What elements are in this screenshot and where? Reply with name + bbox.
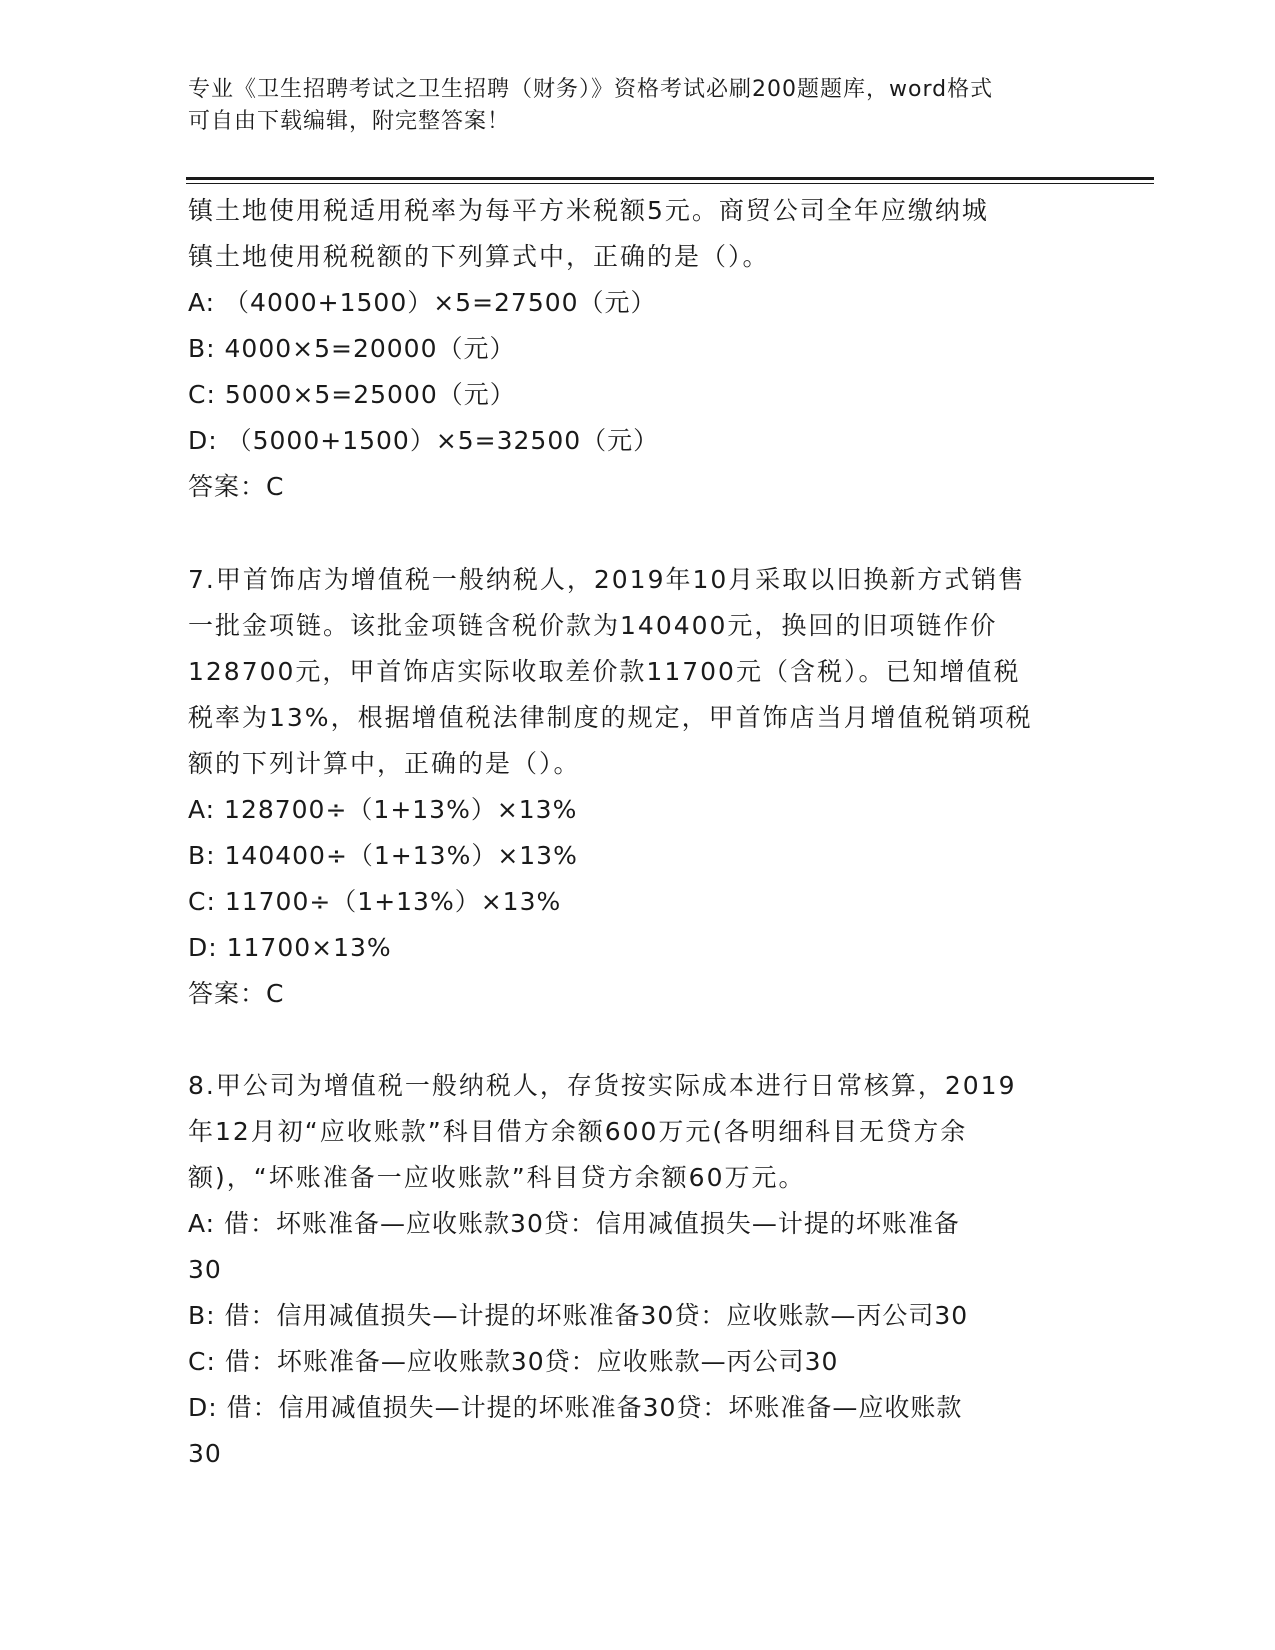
question-stem-line: 额的下列计算中，正确的是（）。	[188, 749, 581, 778]
answer: 答案：C	[188, 472, 285, 501]
document-header	[188, 74, 1068, 138]
header-line-1: 专业《卫生招聘考试之卫生招聘（财务）》资格考试必刷200题题库，word格式	[188, 77, 994, 102]
question-stem-line: 镇土地使用税适用税率为每平方米税额5元。商贸公司全年应缴纳城	[188, 196, 989, 225]
question-stem-line: 镇土地使用税税额的下列算式中，正确的是（）。	[188, 242, 770, 271]
spacer	[188, 1017, 1088, 1063]
option-c: C: 11700÷（1+13%）×13%	[188, 887, 562, 916]
question-stem-line: 年12月初“应收账款”科目借方余额600万元(各明细科目无贷方余	[188, 1117, 968, 1146]
header-divider-thin	[186, 183, 1154, 184]
question-stem-line: 税率为13%，根据增值税法律制度的规定，甲首饰店当月增值税销项税	[188, 703, 1033, 732]
question-6	[188, 188, 1088, 510]
option-d: D: 11700×13%	[188, 933, 392, 962]
option-b: B: 借：信用减值损失—计提的坏账准备30贷：应收账款—丙公司30	[188, 1301, 969, 1330]
option-a-continued: 30	[188, 1255, 222, 1284]
question-7	[188, 557, 1088, 1017]
option-d-continued: 30	[188, 1439, 222, 1468]
option-d: D: 借：信用减值损失—计提的坏账准备30贷：坏账准备—应收账款	[188, 1393, 963, 1422]
question-stem-line: 128700元，甲首饰店实际收取差价款11700元（含税）。已知增值税	[188, 657, 1021, 686]
option-b: B: 4000×5=20000（元）	[188, 334, 516, 363]
answer: 答案：C	[188, 979, 285, 1008]
header-divider-thick	[186, 177, 1154, 180]
spacer	[188, 510, 1088, 557]
question-stem-line: 额)，“坏账准备一应收账款”科目贷方余额60万元。	[188, 1163, 806, 1192]
option-a: A: 借：坏账准备—应收账款30贷：信用减值损失—计提的坏账准备	[188, 1209, 960, 1238]
question-stem-line: 8.甲公司为增值税一般纳税人，存货按实际成本进行日常核算，2019	[188, 1071, 1017, 1100]
question-stem-line: 7.甲首饰店为增值税一般纳税人，2019年10月采取以旧换新方式销售	[188, 565, 1026, 594]
option-c: C: 借：坏账准备—应收账款30贷：应收账款—丙公司30	[188, 1347, 839, 1376]
option-b: B: 140400÷（1+13%）×13%	[188, 841, 578, 870]
option-a: A: 128700÷（1+13%）×13%	[188, 795, 578, 824]
document-body	[188, 188, 1088, 1477]
header-line-2: 可自由下载编辑，附完整答案！	[188, 109, 511, 134]
option-c: C: 5000×5=25000（元）	[188, 380, 516, 409]
question-8	[188, 1063, 1088, 1477]
option-a: A: （4000+1500）×5=27500（元）	[188, 288, 657, 317]
option-d: D: （5000+1500）×5=32500（元）	[188, 426, 660, 455]
question-stem-line: 一批金项链。该批金项链含税价款为140400元，换回的旧项链作价	[188, 611, 998, 640]
